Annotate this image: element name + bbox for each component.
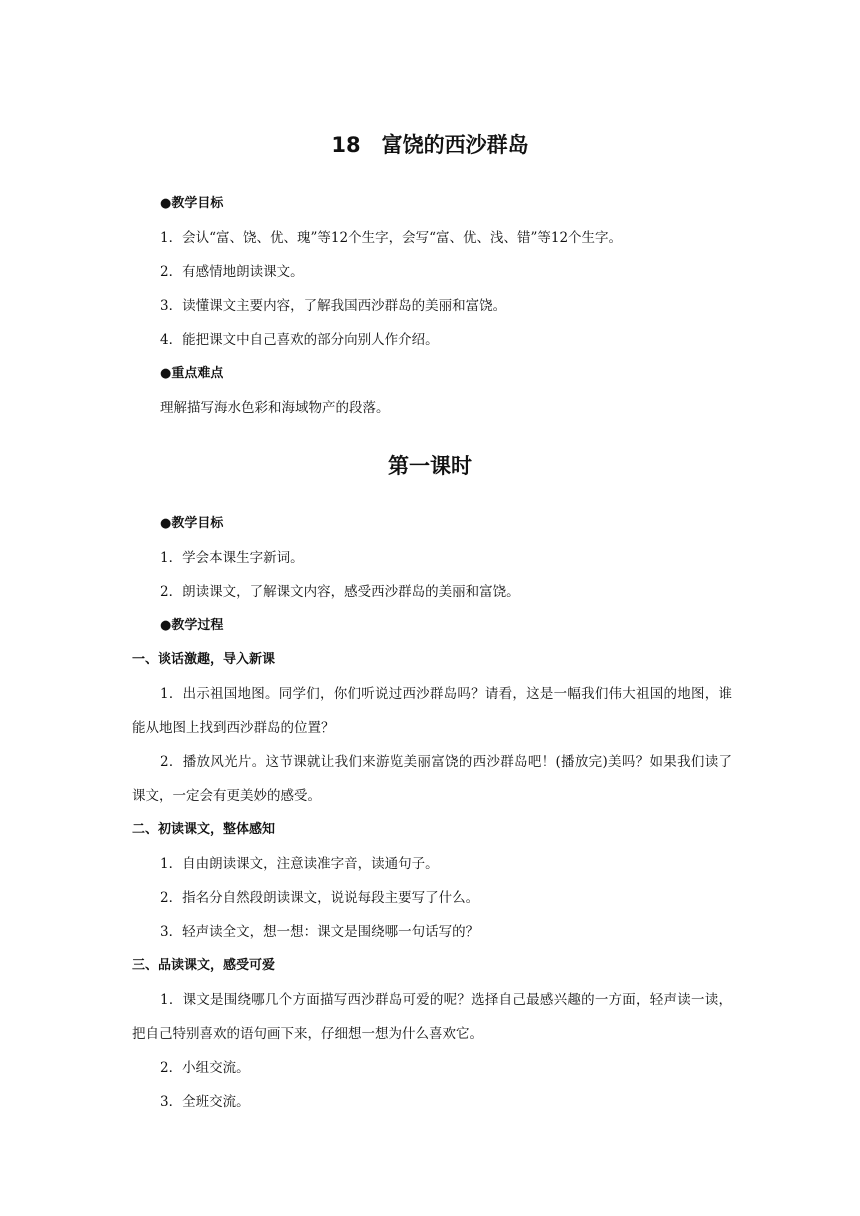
goal-item-3: 3．读懂课文主要内容，了解我国西沙群岛的美丽和富饶。 xyxy=(160,298,507,314)
lesson-title: 18 富饶的西沙群岛 xyxy=(331,133,529,157)
key-points-heading: ● 重点难点 xyxy=(160,364,740,384)
section-heading-2: 二、初读课文，整体感知 xyxy=(132,822,276,837)
period-title: 第一课时 xyxy=(388,454,472,478)
section3-paragraph-1: 1．课文是围绕哪几个方面描写西沙群岛可爱的呢？选择自己最感兴趣的一方面，轻声读一读，把自己特别喜欢的语句画下来，仔细想一想为什么喜欢它。 xyxy=(132,992,732,1042)
period-goals-heading: ● 教学目标 xyxy=(160,514,740,534)
section3-item-2: 2．小组交流。 xyxy=(160,1060,250,1076)
section2-item-2: 2．指名分自然段朗读课文，说说每段主要写了什么。 xyxy=(160,890,480,906)
section2-item-3: 3．轻声读全文，想一想：课文是围绕哪一句话写的？ xyxy=(160,924,480,940)
goals-heading: ● 教学目标 xyxy=(160,194,740,214)
key-points-text: 理解描写海水色彩和海域物产的段落。 xyxy=(160,400,390,416)
period-goal-item-1: 1．学会本课生字新词。 xyxy=(160,550,304,566)
goal-item-4: 4．能把课文中自己喜欢的部分向别人作介绍。 xyxy=(160,332,439,348)
goal-item-2: 2．有感情地朗读课文。 xyxy=(160,264,304,280)
period-goal-item-2: 2．朗读课文，了解课文内容，感受西沙群岛的美丽和富饶。 xyxy=(160,584,520,600)
section-heading-1: 一、谈话激趣，导入新课 xyxy=(132,652,276,667)
section1-paragraph-2: 2．播放风光片。这节课就让我们来游览美丽富饶的西沙群岛吧！(播放完)美吗？如果我们读了课文，一定会有更美妙的感受。 xyxy=(132,754,732,804)
process-heading: ● 教学过程 xyxy=(160,616,740,636)
section-heading-3: 三、品读课文，感受可爱 xyxy=(132,958,276,973)
section2-item-1: 1．自由朗读课文，注意读准字音，读通句子。 xyxy=(160,856,439,872)
section1-paragraph-1: 1．出示祖国地图。同学们，你们听说过西沙群岛吗？请看，这是一幅我们伟大祖国的地图，谁能从地图上找到西沙群岛的位置？ xyxy=(132,686,732,736)
goal-item-1: 1．会认“富、饶、优、瑰”等12个生字，会写“富、优、浅、错”等12个生字。 xyxy=(160,230,623,246)
section3-item-3: 3．全班交流。 xyxy=(160,1094,250,1110)
